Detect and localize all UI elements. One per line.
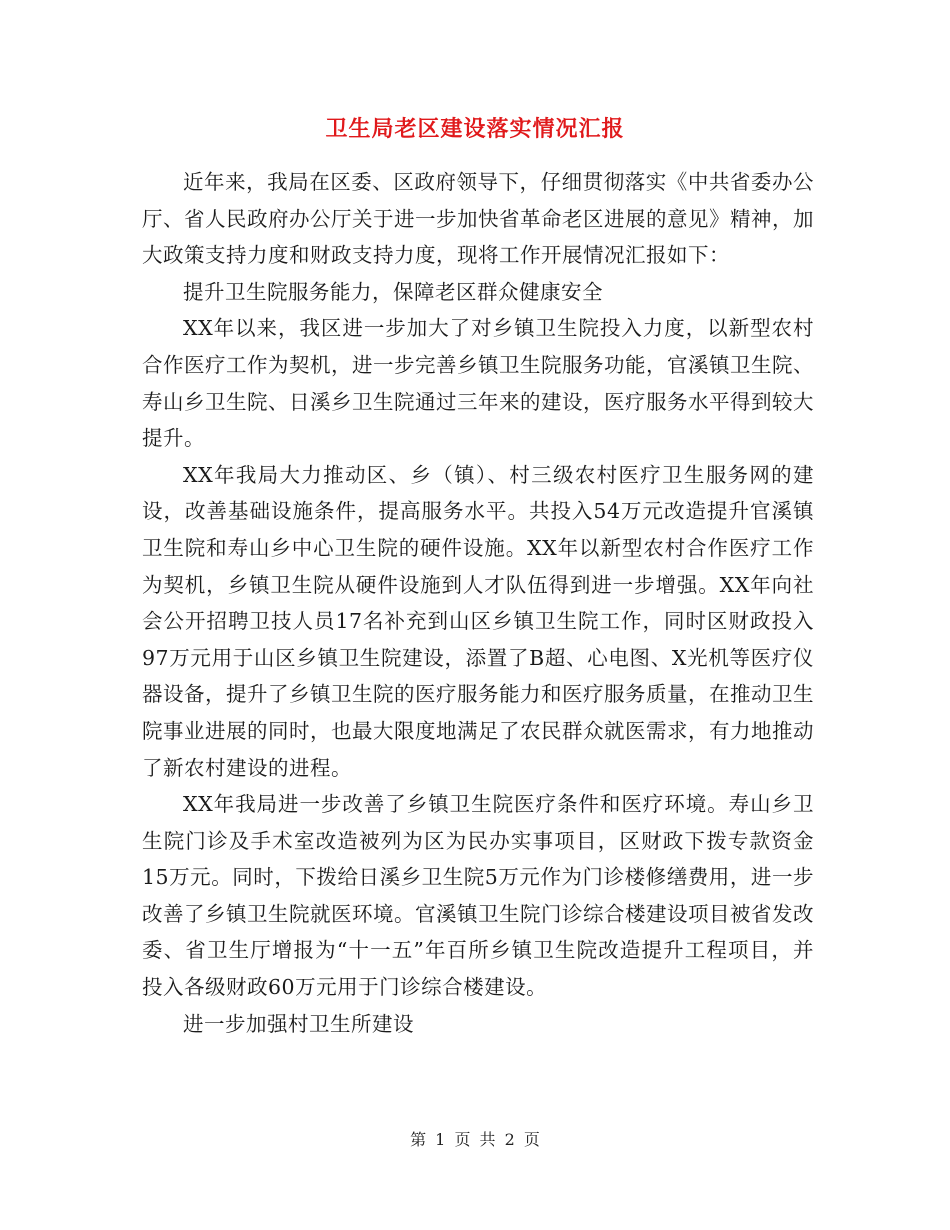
document-title: 卫生局老区建设落实情况汇报 bbox=[325, 116, 625, 142]
document-body bbox=[142, 164, 814, 1042]
paragraph-medical-environment: XX年我局进一步改善了乡镇卫生院医疗条件和医疗环境。寿山乡卫生院门诊及手术室改造被列为区为民办实事项目，区财政下拨专款资金15万元。同时，下拨给日溪乡卫生院5万元作为门诊楼修缮费用，进一步改善了乡镇卫生院就医环境。官溪镇卫生院门诊综合楼建设项目被省发改委、省卫生厅增报为“十一五”年百所乡镇卫生院改造提升工程项目，并投入各级财政60万元用于门诊综合楼建设。 bbox=[142, 792, 814, 1000]
section-heading-health-center: 提升卫生院服务能力，保障老区群众健康安全 bbox=[183, 279, 603, 304]
section-heading-village-clinic: 进一步加强村卫生所建设 bbox=[183, 1011, 414, 1036]
paragraph-three-tier-network: XX年我局大力推动区、乡（镇）、村三级农村医疗卫生服务网的建设，改善基础设施条件，提高服务水平。共投入54万元改造提升官溪镇卫生院和寿山乡中心卫生院的硬件设施。XX年以新型农村合作医疗工作为契机，乡镇卫生院从硬件设施到人才队伍得到进一步增强。XX年向社会公开招聘卫技人员17名补充到山区乡镇卫生院工作，同时区财政投入97万元用于山区乡镇卫生院建设，添置了B超、心电图、X光机等医疗仪器设备，提升了乡镇卫生院的医疗服务能力和医疗服务质量，在推动卫生院事业进展的同时，也最大限度地满足了农民群众就医需求，有力地推动了新农村建设的进程。 bbox=[142, 462, 814, 780]
intro-paragraph: 近年来，我局在区委、区政府领导下，仔细贯彻落实《中共省委办公厅、省人民政府办公厅关于进一步加快省革命老区进展的意见》精神，加大政策支持力度和财政支持力度，现将工作开展情况汇报如下： bbox=[142, 170, 814, 268]
page-number-footer: 第 1 页 共 2 页 bbox=[410, 1130, 540, 1149]
paragraph-investment-overview: XX年以来，我区进一步加大了对乡镇卫生院投入力度，以新型农村合作医疗工作为契机，进一步完善乡镇卫生院服务功能，官溪镇卫生院、寿山乡卫生院、日溪乡卫生院通过三年来的建设，医疗服务水平得到较大提升。 bbox=[142, 316, 814, 451]
